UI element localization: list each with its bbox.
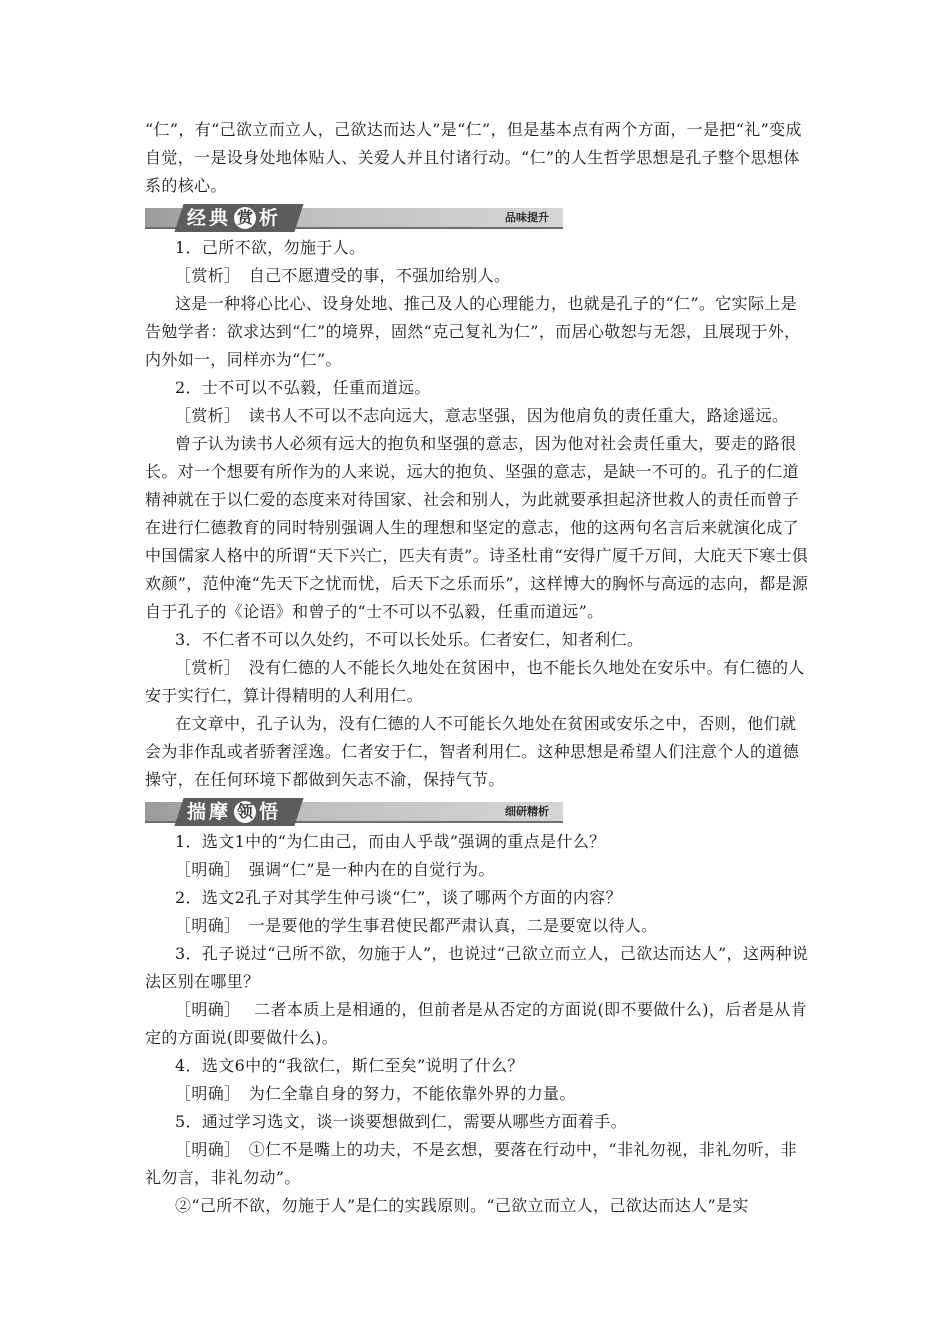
intro-paragraph: “仁”，有“己欲立而立人，己欲达而达人”是“仁”，但是基本点有两个方面，一是把“礼”变成自觉，一是设身处地体贴人、关爱人并且付诸行动。“仁”的人生哲学思想是孔子整个思想体系的核心。 — [145, 120, 802, 195]
appreciation-note: ［赏析］ 没有仁德的人不能长久地处在贫困中，也不能长久地处在安乐中。有仁德的人安于实行仁，算计得精明的人利用仁。 — [145, 658, 805, 705]
banner-title-part1: 经典 — [187, 207, 232, 229]
answer: ［明确］ ①仁不是嘴上的功夫，不是玄想，要落在行动中，“非礼勿视，非礼勿听，非礼勿言，非礼勿动”。 — [145, 1140, 797, 1187]
explanation-paragraph: 这是一种将心比心、设身处地、推己及人的心理能力，也就是孔子的“仁”。它实际上是告勉学者：欲求达到“仁”的境界，固然“克己复礼为仁”，而居心敬恕与无怨，且展现于外，内外如一，同样亦为“仁”。 — [145, 294, 801, 369]
banner-title-part2: 析 — [259, 207, 282, 229]
answer: ［明确］ 为仁全靠自身的努力，不能依靠外界的力量。 — [175, 1084, 576, 1103]
explanation-paragraph: 在文章中，孔子认为，没有仁德的人不可能长久地处在贫困或安乐之中，否则，他们就会为非作乱或者骄奢淫逸。仁者安于仁，智者利用仁。这种思想是希望人们注意个人的道德操守，在任何环境下都做到矢志不渝，保持气节。 — [145, 714, 800, 789]
question: 5．通过学习选文，谈一谈要想做到仁，需要从哪些方面着手。 — [175, 1112, 627, 1131]
section-banner-classic-appreciation — [145, 204, 563, 232]
item-heading: 3．不仁者不可以久处约，不可以长处乐。仁者安仁，知者利仁。 — [175, 630, 644, 649]
banner-title-part1: 揣摩 — [187, 801, 232, 823]
answer-continuation: ②“己所不欲，勿施于人”是仁的实践原则。“己欲立而立人，己欲达而达人”是实 — [175, 1196, 749, 1215]
document-page — [145, 116, 810, 1220]
banner-subtitle: 品味提升 — [505, 211, 549, 224]
question: 3．孔子说过“己所不欲，勿施于人”，也说过“己欲立而立人，己欲达而达人”，这两种说法区别在哪里？ — [145, 944, 809, 991]
banner-title — [187, 205, 281, 231]
item-heading: 1．己所不欲，勿施于人。 — [175, 238, 366, 257]
answer: ［明确］ 强调“仁”是一种内在的自觉行为。 — [175, 860, 495, 879]
banner-title-part2: 悟 — [259, 801, 282, 823]
banner-title — [187, 799, 281, 825]
banner-subtitle: 细研精析 — [505, 805, 549, 818]
banner-title-circle-char: 赏 — [234, 207, 256, 229]
item-heading: 2．士不可以不弘毅，任重而道远。 — [175, 378, 431, 397]
banner-title-circle-char: 领 — [234, 801, 256, 823]
answer: ［明确］ 二者本质上是相通的，但前者是从否定的方面说(即不要做什么)，后者是从肯定的方面说(即要做什么)。 — [145, 1000, 807, 1047]
appreciation-note: ［赏析］ 读书人不可以不志向远大，意志坚强，因为他肩负的责任重大，路途遥远。 — [175, 406, 789, 425]
question: 1．选文1中的“为仁由己，而由人乎哉”强调的重点是什么？ — [175, 832, 606, 851]
question: 4．选文6中的“我欲仁，斯仁至矣”说明了什么？ — [175, 1056, 524, 1075]
appreciation-note: ［赏析］ 自己不愿遭受的事，不强加给别人。 — [175, 266, 511, 285]
section-banner-ponder-understand — [145, 798, 563, 826]
answer: ［明确］ 一是要他的学生事君使民都严肃认真，二是要宽以待人。 — [175, 916, 658, 935]
question: 2．选文2孔子对其学生仲弓谈“仁”，谈了哪两个方面的内容？ — [175, 888, 622, 907]
explanation-paragraph: 曾子认为读书人必须有远大的抱负和坚强的意志，因为他对社会责任重大，要走的路很长。对一个想要有所作为的人来说，远大的抱负、坚强的意志，是缺一不可的。孔子的仁道精神就在于以仁爱的态度来对待国家、社会和别人，为此就要承担起济世救人的责任而曾子在进行仁德教育的同时特别强调人生的理想和坚定的意志，他的这两句名言后来就演化成了中国儒家人格中的所谓“天下兴亡，匹夫有责”。诗圣杜甫“安得广厦千万间，大庇天下寒士俱欢颜”，范仲淹“先天下之忧而忧，后天下之乐而乐”，这样博大的胸怀与高远的志向，都是源自于孔子的《论语》和曾子的“士不可以不弘毅，任重而道远”。 — [145, 434, 809, 621]
